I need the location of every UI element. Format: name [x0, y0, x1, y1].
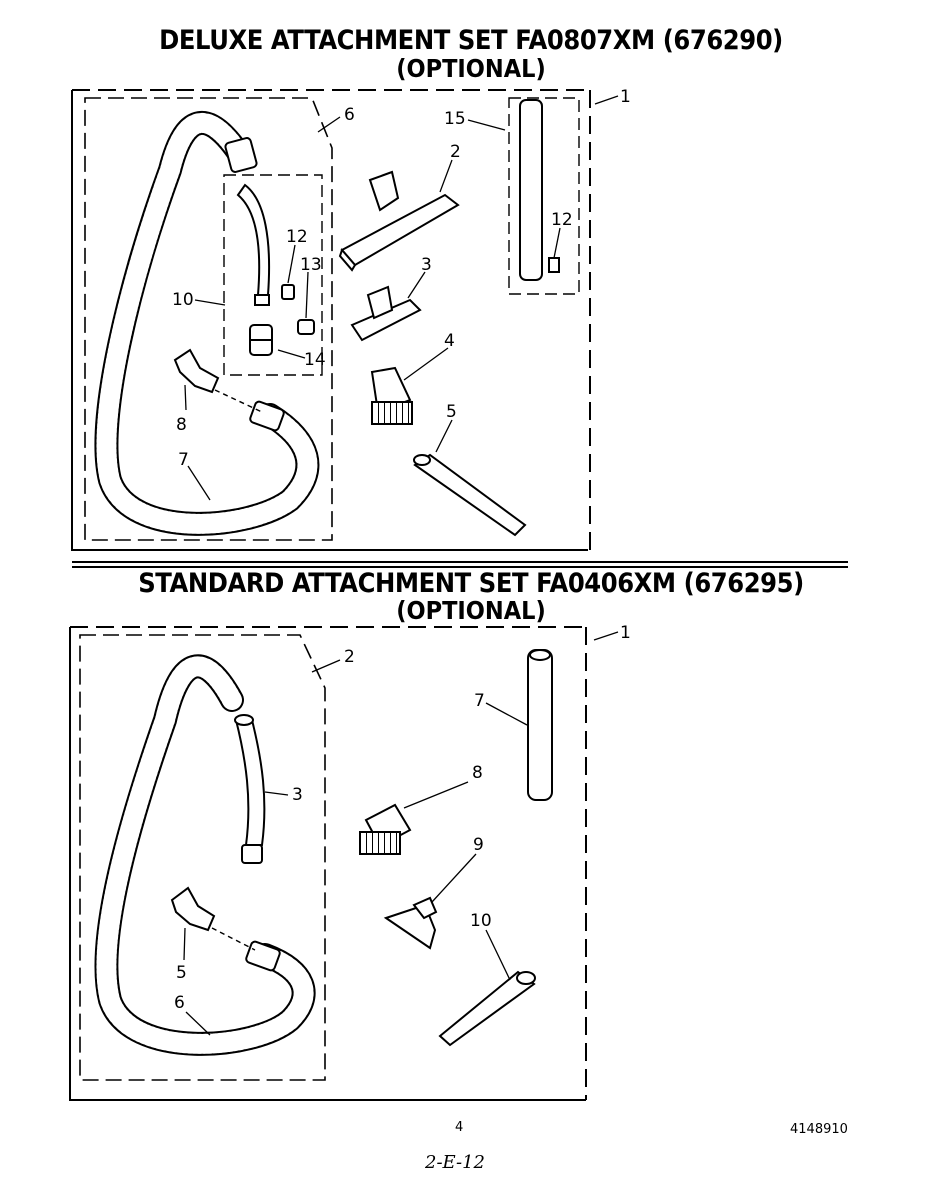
- deluxe-crevice-tool: [414, 455, 525, 535]
- standard-dusting-brush: [360, 805, 410, 854]
- deluxe-callout-3: 3: [421, 255, 432, 275]
- section-separator: [72, 562, 848, 567]
- deluxe-set-title: DELUXE ATTACHMENT SET FA0807XM (676290): [159, 25, 783, 56]
- standard-set-subtitle: (OPTIONAL): [396, 596, 546, 625]
- deluxe-callout-4: 4: [444, 331, 455, 351]
- standard-crevice-tool: [440, 972, 535, 1045]
- deluxe-dusting-brush: [372, 368, 412, 424]
- deluxe-swivel-connector: [175, 350, 262, 412]
- standard-callout-2: 2: [344, 647, 355, 667]
- deluxe-straight-wand: [520, 100, 559, 280]
- standard-callout-6: 6: [174, 993, 185, 1013]
- standard-callout-7: 7: [474, 691, 485, 711]
- deluxe-callout-8: 8: [176, 415, 187, 435]
- deluxe-hose: [106, 123, 307, 524]
- standard-set-title: STANDARD ATTACHMENT SET FA0406XM (676295): [138, 568, 804, 599]
- standard-callout-8: 8: [472, 763, 483, 783]
- deluxe-set-subtitle: (OPTIONAL): [396, 54, 546, 83]
- handwritten-note: 2-E-12: [425, 1152, 485, 1173]
- standard-callout-5: 5: [176, 963, 187, 983]
- deluxe-outer-frame: [72, 90, 590, 550]
- deluxe-callout-12-wand: 12: [551, 210, 573, 230]
- deluxe-floor-brush: [340, 172, 458, 270]
- standard-callout-1: 1: [620, 623, 631, 643]
- deluxe-callout-6: 6: [344, 105, 355, 125]
- standard-callout-9: 9: [473, 835, 484, 855]
- deluxe-callout-13: 13: [300, 255, 322, 275]
- deluxe-callout-2: 2: [450, 142, 461, 162]
- deluxe-callout-10: 10: [172, 290, 194, 310]
- deluxe-callout-1: 1: [620, 87, 631, 107]
- standard-straight-wand: [528, 650, 552, 800]
- deluxe-callout-14: 14: [304, 350, 326, 370]
- deluxe-callout-7: 7: [178, 450, 189, 470]
- standard-upholstery-tool: [386, 898, 436, 948]
- standard-callout-10: 10: [470, 911, 492, 931]
- deluxe-callout-5: 5: [446, 402, 457, 422]
- standard-hose: [106, 666, 303, 1043]
- deluxe-callout-15: 15: [444, 109, 466, 129]
- document-number: 4148910: [790, 1122, 848, 1137]
- standard-callout-3: 3: [292, 785, 303, 805]
- deluxe-callout-12-adapter: 12: [286, 227, 308, 247]
- standard-curved-wand: [235, 715, 264, 863]
- deluxe-curved-wand: [238, 185, 269, 305]
- page-number: 4: [455, 1120, 464, 1135]
